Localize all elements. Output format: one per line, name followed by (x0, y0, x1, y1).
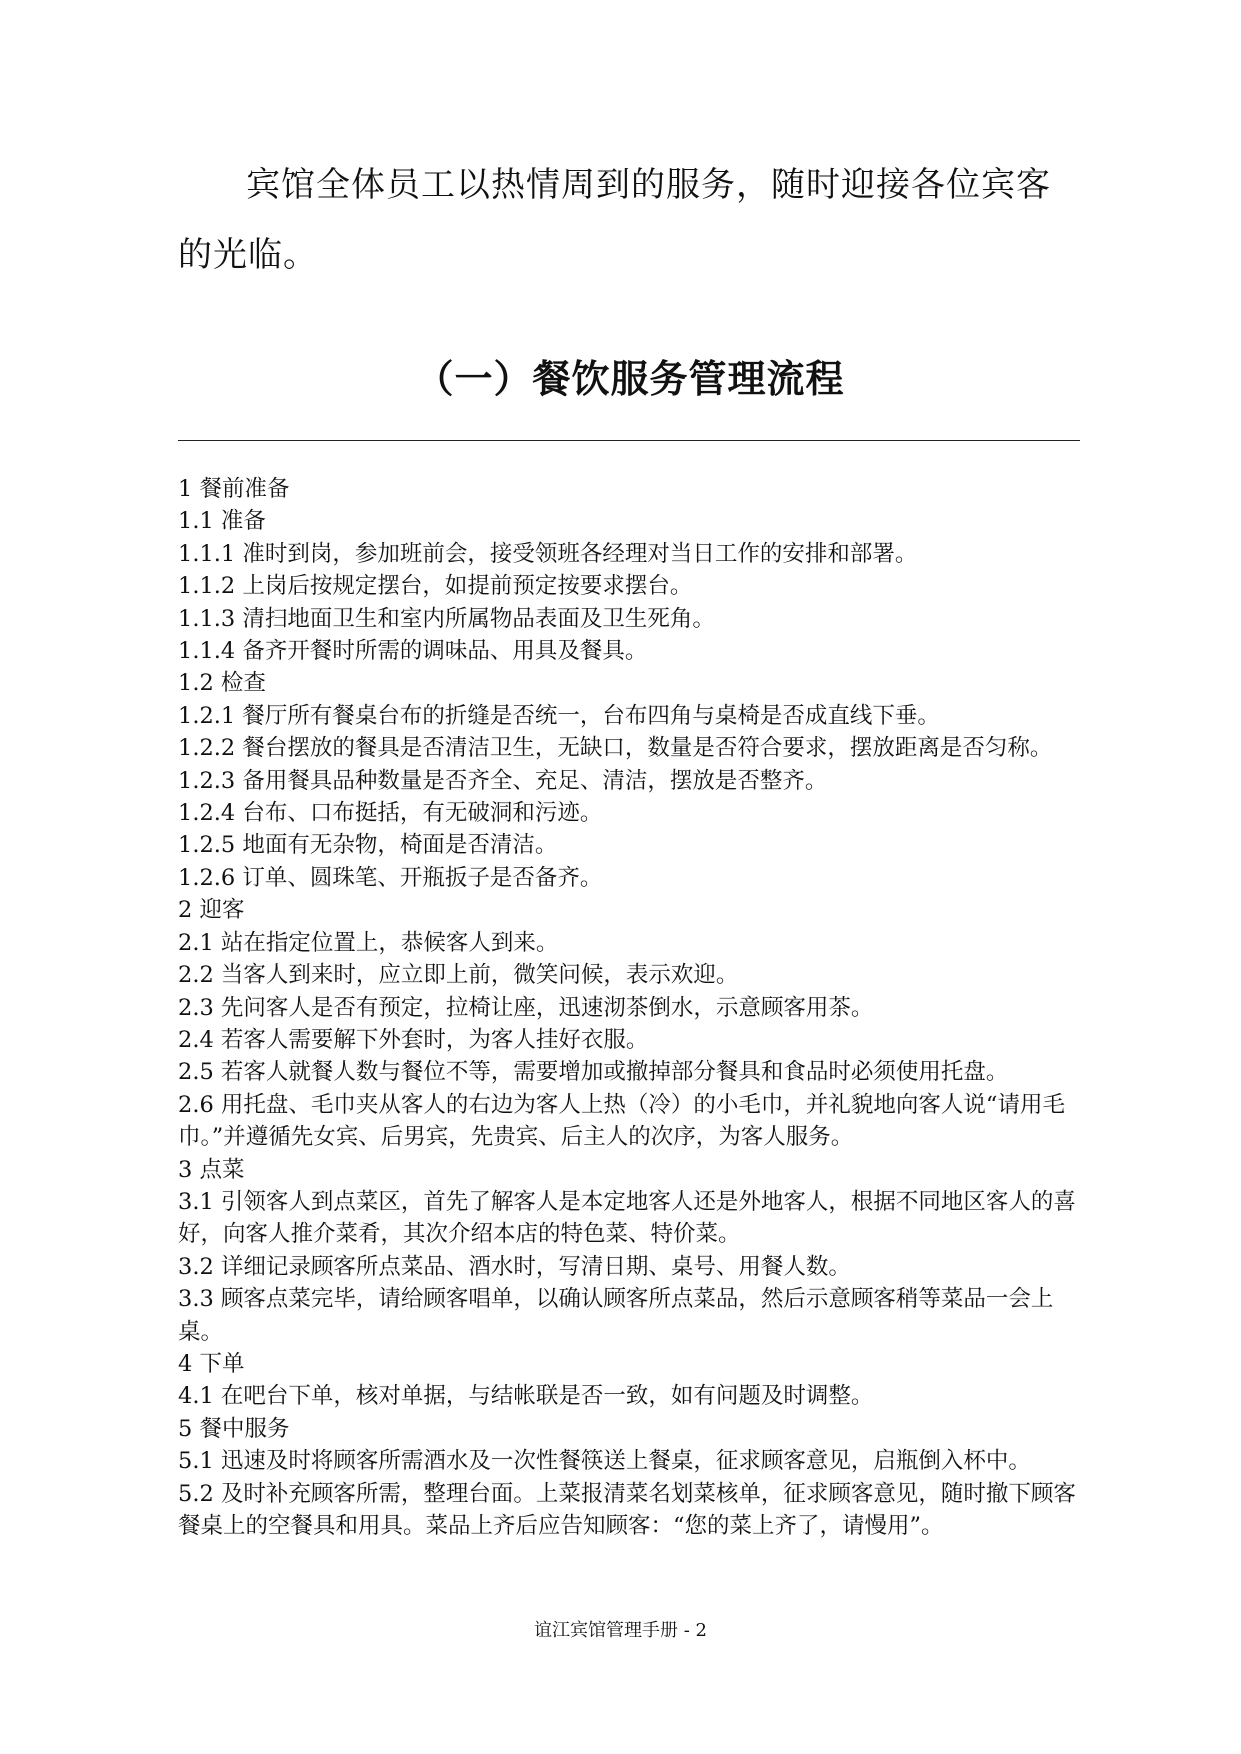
item-1-2-1: 1.2.1 餐厅所有餐桌台布的折缝是否统一，台布四角与桌椅是否成直线下垂。 (178, 702, 940, 729)
item-1-2-3: 1.2.3 备用餐具品种数量是否齐全、充足、清洁，摆放是否整齐。 (178, 767, 828, 794)
heading-2: 2 迎客 (178, 897, 245, 924)
item-2-6: 2.6 用托盘、毛巾夹从客人的右边为客人上热（冷）的小毛巾，并礼貌地向客人说“请用毛巾。”并遵循先女宾、后男宾，先贵宾、后主人的次序，为客人服务。 (178, 1091, 1065, 1151)
item-1-2-6: 1.2.6 订单、圆珠笔、开瓶扳子是否备齐。 (178, 864, 603, 891)
heading-1: 1 餐前准备 (178, 476, 290, 502)
item-4-1: 4.1 在吧台下单，核对单据，与结帐联是否一致，如有问题及时调整。 (178, 1383, 874, 1410)
procedure-content (178, 473, 1082, 1542)
page-footer: 谊江宾馆管理手册 - 2 (534, 1620, 707, 1641)
item-3-1: 3.1 引领客人到点菜区，首先了解客人是本定地客人还是外地客人，根据不同地区客人的喜好，向客人推介菜肴，其次介绍本店的特色菜、特价菜。 (178, 1188, 1076, 1248)
item-3-2: 3.2 详细记录顾客所点菜品、酒水时，写清日期、桌号、用餐人数。 (178, 1253, 851, 1280)
item-5-2: 5.2 及时补充顾客所需，整理台面。上菜报清菜名划菜核单，征求顾客意见，随时撤下顾客餐桌上的空餐具和用具。菜品上齐后应告知顾客：“您的菜上齐了，请慢用”。 (178, 1480, 1076, 1539)
heading-3: 3 点菜 (178, 1156, 245, 1183)
item-1-1-2: 1.1.2 上岗后按规定摆台，如提前预定按要求摆台。 (178, 573, 693, 600)
item-2-2: 2.2 当客人到来时，应立即上前，微笑问候，表示欢迎。 (178, 962, 739, 989)
item-1-2-5: 1.2.5 地面有无杂物，椅面是否清洁。 (178, 832, 558, 859)
item-1-2-4: 1.2.4 台布、口布挺括，有无破洞和污迹。 (178, 800, 603, 827)
section-title: （一）餐饮服务管理流程 (415, 356, 845, 401)
item-2-5: 2.5 若客人就餐人数与餐位不等，需要增加或撤掉部分餐具和食品时必须使用托盘。 (178, 1059, 1009, 1086)
item-2-4: 2.4 若客人需要解下外套时，为客人挂好衣服。 (178, 1026, 649, 1053)
heading-1-1: 1.1 准备 (178, 508, 266, 535)
heading-5: 5 餐中服务 (178, 1415, 290, 1442)
item-1-1-4: 1.1.4 备齐开餐时所需的调味品、用具及餐具。 (178, 638, 648, 665)
item-2-3: 2.3 先问客人是否有预定，拉椅让座，迅速沏茶倒水，示意顾客用茶。 (178, 994, 874, 1021)
item-3-3: 3.3 顾客点菜完毕，请给顾客唱单，以确认顾客所点菜品，然后示意顾客稍等菜品一会上桌。 (178, 1286, 1054, 1345)
heading-4: 4 下单 (178, 1350, 245, 1377)
title-divider (178, 440, 1080, 441)
item-1-1-1: 1.1.1 准时到岗，参加班前会，接受领班各经理对当日工作的安排和部署。 (178, 540, 918, 567)
heading-1-2: 1.2 检查 (178, 670, 266, 697)
item-1-1-3: 1.1.3 清扫地面卫生和室内所属物品表面及卫生死角。 (178, 605, 715, 632)
intro-paragraph: 宾馆全体员工以热情周到的服务，随时迎接各位宾客的光临。 (178, 165, 1051, 275)
item-1-2-2: 1.2.2 餐台摆放的餐具是否清洁卫生，无缺口，数量是否符合要求，摆放距离是否匀称。 (178, 735, 1053, 762)
item-5-1: 5.1 迅速及时将顾客所需酒水及一次性餐筷送上餐桌，征求顾客意见，启瓶倒入杯中。 (178, 1448, 1031, 1475)
item-2-1: 2.1 站在指定位置上，恭候客人到来。 (178, 929, 559, 956)
